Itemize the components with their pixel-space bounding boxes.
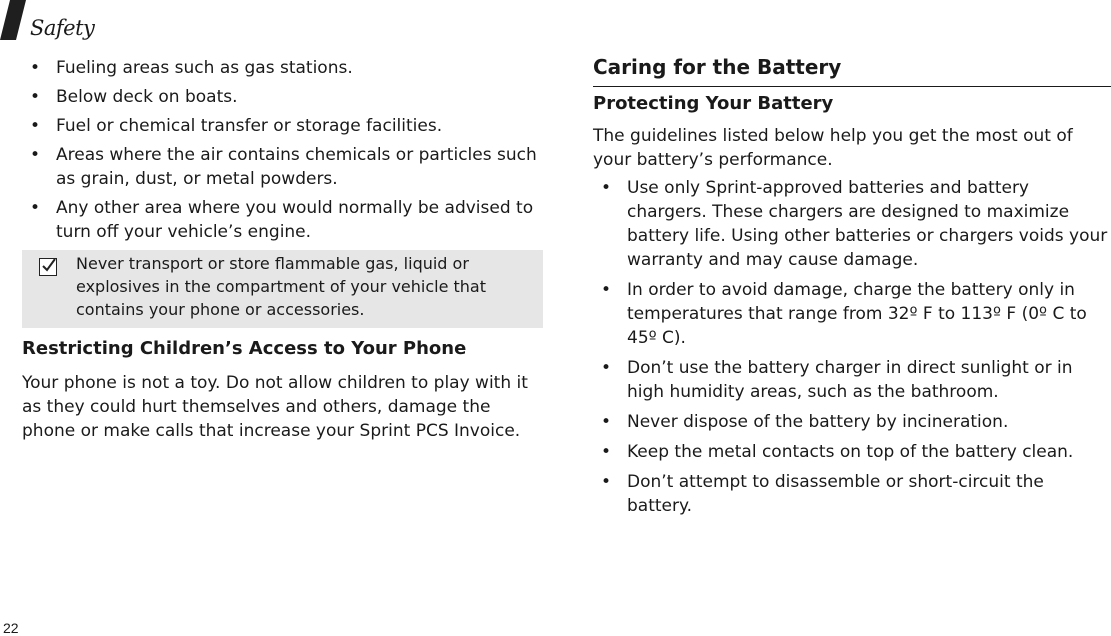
protecting-battery-intro: The guidelines listed below help you get the most out of your battery’s performance. [593,126,1073,170]
section-tab-mark [0,0,26,40]
list-item: • Never dispose of the battery by incineration. [593,410,1111,434]
battery-guidelines-list [593,176,1111,524]
list-item: • Fuel or chemical transfer or storage facilities. [22,114,552,138]
list-item: • Don’t use the battery charger in direct sunlight or in high humidity areas, such as the bathroom. [593,356,1111,404]
list-item: • Fueling areas such as gas stations. [22,56,552,80]
protecting-battery-heading: Protecting Your Battery [593,93,834,114]
section-title: Safety [30,16,95,40]
list-item: • Below deck on boats. [22,85,552,109]
page-number: 22 [3,620,19,636]
list-item: • Use only Sprint-approved batteries and battery chargers. These chargers are designed to maximize battery life. Using other batteries or chargers voids your warranty and may cause damage. [593,176,1111,272]
list-item: • Don’t attempt to disassemble or short-circuit the battery. [593,470,1111,518]
restricting-children-heading: Restricting Children’s Access to Your Phone [22,338,467,359]
note-text: Never transport or store flammable gas, liquid or explosives in the compartment of your vehicle that contains your phone or accessories. [76,254,486,319]
list-item: • Areas where the air contains chemicals or particles such as grain, dust, or metal powders. [22,143,552,191]
hazard-area-list [22,56,552,249]
caring-for-battery-heading: Caring for the Battery [593,55,1111,87]
checkbox-check-icon [39,258,57,276]
list-item: • Any other area where you would normally be advised to turn off your vehicle’s engine. [22,196,552,244]
list-item: • In order to avoid damage, charge the battery only in temperatures that range from 32º F to 113º F (0º C to 45º C). [593,278,1111,350]
list-item: • Keep the metal contacts on top of the battery clean. [593,440,1111,464]
note-box [22,250,543,328]
restricting-children-paragraph: Your phone is not a toy. Do not allow children to play with it as they could hurt themselves and others, damage the phone or make calls that increase your Sprint PCS Invoice. [22,373,528,441]
